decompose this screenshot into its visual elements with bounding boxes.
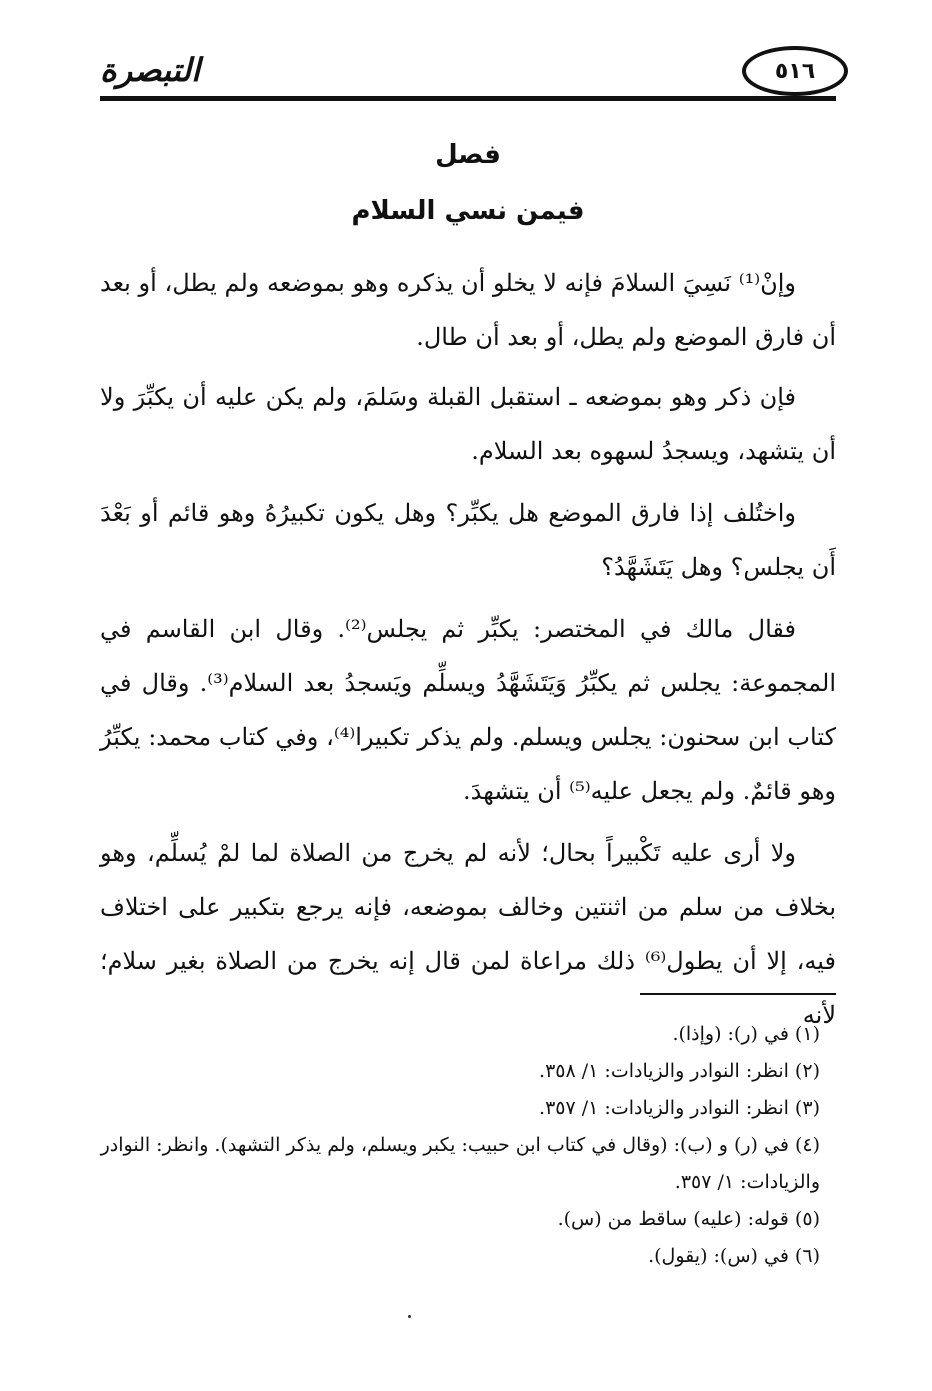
paragraph: واختُلف إذا فارق الموضع هل يكبِّر؟ وهل يكون تكبيرُهُ وهو قائم أو بَعْدَ أَن يجلس؟ وهل يَتَشَهَّدُ؟ [100,499,836,581]
book-title-logo: التبصرة [99,51,201,89]
paragraph: وإنْ⁽¹⁾ نَسِيَ السلامَ فإنه لا يخلو أن يذكره وهو بموضعه ولم يطل، أو بعد أن فارق الموضع ولم يطل، أو بعد أن طال. [100,269,836,351]
footnotes [100,1016,836,1275]
footnote: (٦) في (س): (يقول). [648,1245,820,1267]
footnote: (٢) انظر: النوادر والزيادات: ١/ ٣٥٨. [539,1060,820,1082]
paragraph: فقال مالك في المختصر: يكبِّر ثم يجلس⁽²⁾. وقال ابن القاسم في المجموعة: يجلس ثم يكبِّرُ وَيَتَشَهَّدُ ويسلِّم ويَسجدُ بعد السلام⁽³⁾. وقال في كتاب ابن سحنون: يجلس ويسلم. ولم يذكر تكبيرا⁽⁴⁾، وفي كتاب محمد: يكبِّرُ وهو قائمٌ. ولم يجعل عليه⁽⁵⁾ أن يتشهدَ. [100,615,836,805]
footnote: (١) في (ر): (وإذا). [672,1023,820,1045]
footnote: (٤) في (ر) و (ب): (وقال في كتاب ابن حبيب: يكبر ويسلم، ولم يذكر التشهد). وانظر: النوادر والزيادات: ١/ ٣٥٧. [100,1134,820,1193]
paragraph: فإن ذكر وهو بموضعه ـ استقبل القبلة وسَلمَ، ولم يكن عليه أن يكبِّرَ ولا أن يتشهد، ويسجدُ لسهوه بعد السلام. [100,383,836,465]
stray-mark [408,1315,411,1318]
header-rule [100,96,836,101]
main-text [100,256,836,1050]
footnote: (٣) انظر: النوادر والزيادات: ١/ ٣٥٧. [539,1097,820,1119]
page-number: ٥١٦ [742,46,848,96]
paragraph: ولا أرى عليه تَكْبيراً بحال؛ لأنه لم يخرج من الصلاة لما لمْ يُسلِّم، وهو بخلاف من سلم من اثنتين وخالف بموضعه، فإنه يرجع بتكبير على اختلاف فيه، إلا أن يطول⁽⁶⁾ ذلك مراعاة لمن قال إنه يخرج من الصلاة بغير سلام؛ لأنه [100,839,837,1029]
section-heading: فصل [435,140,501,170]
section-subtitle: فيمن نسي السلام [351,196,585,226]
footnote-separator [640,993,836,995]
footnote: (٥) قوله: (عليه) ساقط من (س). [557,1208,820,1230]
